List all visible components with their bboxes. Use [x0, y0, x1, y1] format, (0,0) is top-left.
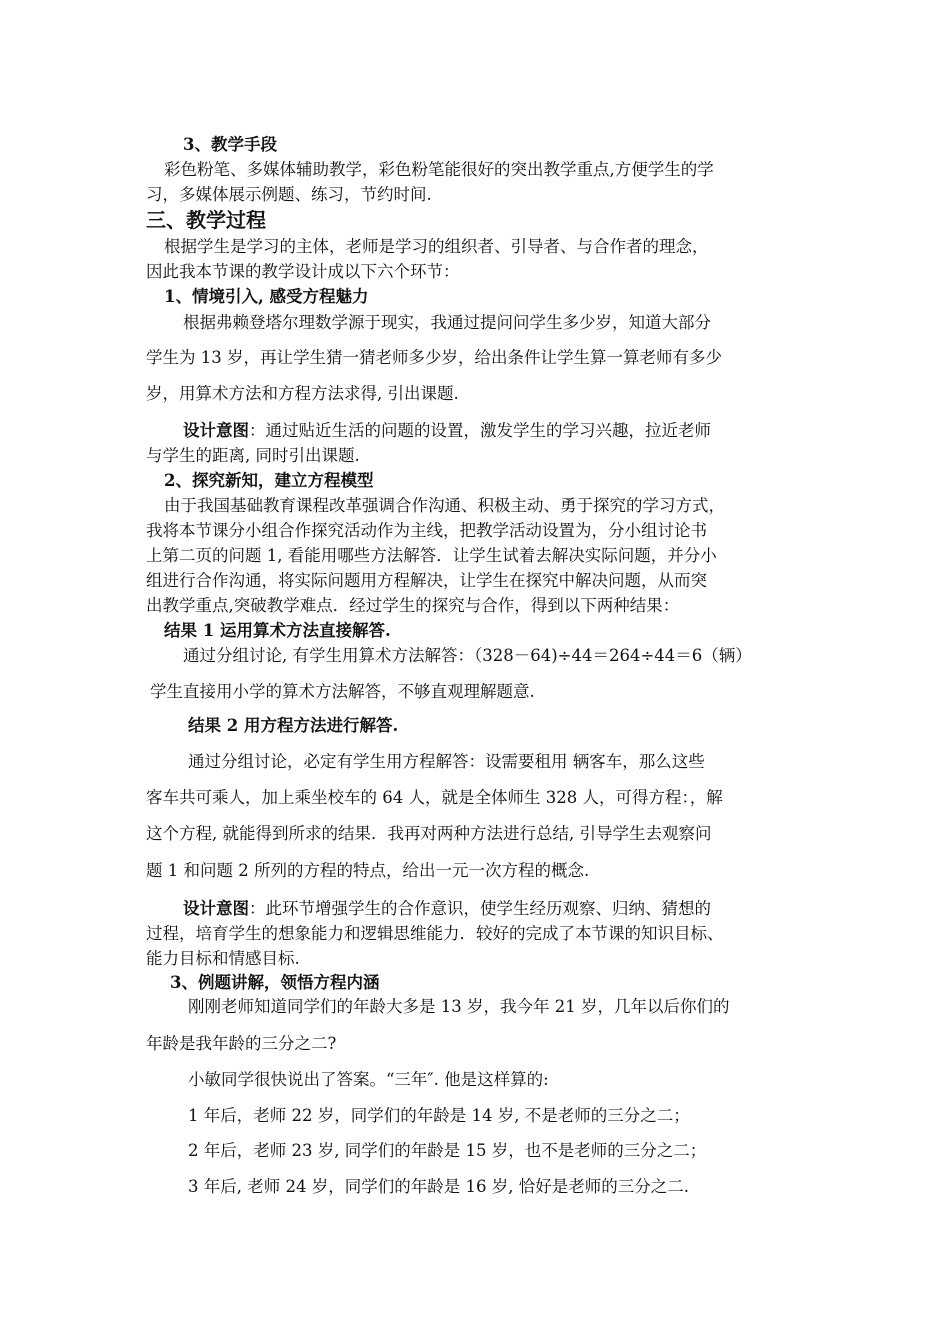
section-heading-teaching-means: 3、教学手段 — [183, 135, 277, 154]
paragraph-line: 由于我国基础教育课程改革强调合作沟通、积极主动、勇于探究的学习方式， — [164, 496, 725, 515]
design-intent-text: ：通过贴近生活的问题的设置，激发学生的学习兴趣，拉近老师 — [249, 421, 711, 440]
paragraph-line: 我将本节课分小组合作探究活动作为主线，把教学活动设置为，分小组讨论书 — [146, 521, 707, 540]
paragraph-line: 2 年后，老师 23 岁, 同学们的年龄是 15 岁，也不是老师的三分之二； — [188, 1141, 707, 1160]
paragraph-line: 根据弗赖登塔尔理数学源于现实，我通过提问问学生多少岁，知道大部分 — [183, 313, 711, 332]
result-2-heading: 结果 2 用方程方法进行解答. — [188, 716, 399, 735]
step-heading-2: 2、探究新知，建立方程模型 — [164, 471, 374, 490]
paragraph-line: 出教学重点,突破教学难点．经过学生的探究与合作，得到以下两种结果： — [146, 596, 680, 615]
paragraph-line: 根据学生是学习的主体，老师是学习的组织者、引导者、与合作者的理念， — [164, 237, 709, 256]
paragraph-line: 岁，用算术方法和方程方法求得, 引出课题. — [146, 384, 459, 403]
design-intent-label: 设计意图 — [183, 421, 249, 440]
design-intent-text: ：此环节增强学生的合作意识，使学生经历观察、归纳、猜想的 — [249, 899, 711, 918]
paragraph-line: 题 1 和问题 2 所列的方程的特点，给出一元一次方程的概念. — [146, 861, 590, 880]
design-intent-line — [183, 420, 711, 442]
paragraph-line: 客车共可乘人，加上乘坐校车的 64 人，就是全体师生 328 人，可得方程：，解 — [146, 788, 723, 807]
paragraph-line: 上第二页的问题 1, 看能用哪些方法解答．让学生试着去解决实际问题，并分小 — [146, 546, 717, 565]
design-intent-line — [183, 898, 711, 920]
paragraph-line: 组进行合作沟通，将实际问题用方程解决，让学生在探究中解决问题，从而突 — [146, 571, 707, 590]
paragraph-line: 彩色粉笔、多媒体辅助教学，彩色粉笔能很好的突出教学重点,方便学生的学 — [164, 160, 714, 179]
paragraph-line: 习，多媒体展示例题、练习，节约时间. — [146, 185, 432, 204]
paragraph-line: 因此我本节课的教学设计成以下六个环节： — [146, 262, 460, 281]
result-1-heading: 结果 1 运用算术方法直接解答. — [164, 621, 391, 640]
paragraph-line: 学生为 13 岁，再让学生猜一猜老师多少岁，给出条件让学生算一算老师有多少 — [146, 348, 722, 367]
paragraph-line: 这个方程, 就能得到所求的结果．我再对两种方法进行总结, 引导学生去观察问 — [146, 824, 712, 843]
paragraph-line: 年龄是我年龄的三分之二? — [146, 1034, 337, 1053]
paragraph-line: 通过分组讨论，必定有学生用方程解答：设需要租用 辆客车，那么这些 — [188, 752, 705, 771]
paragraph-line: 1 年后，老师 22 岁，同学们的年龄是 14 岁, 不是老师的三分之二； — [188, 1106, 690, 1125]
paragraph-line: 通过分组讨论, 有学生用算术方法解答：（328－64)÷44＝264÷44＝6（辆） — [183, 646, 752, 665]
paragraph-line: 学生直接用小学的算术方法解答，不够直观理解题意. — [150, 682, 535, 701]
step-heading-1: 1、情境引入, 感受方程魅力 — [164, 287, 369, 306]
paragraph-line: 过程，培育学生的想象能力和逻辑思维能力．较好的完成了本节课的知识目标、 — [146, 924, 724, 943]
part-heading-teaching-process: 三、教学过程 — [146, 208, 266, 232]
step-heading-3: 3、例题讲解，领悟方程内涵 — [170, 973, 380, 992]
paragraph-line: 与学生的距离, 同时引出课题. — [146, 446, 360, 465]
paragraph-line: 小敏同学很快说出了答案。“三年″. 他是这样算的: — [188, 1070, 549, 1089]
paragraph-line: 能力目标和情感目标. — [146, 949, 300, 968]
paragraph-line: 3 年后, 老师 24 岁，同学们的年龄是 16 岁, 恰好是老师的三分之二. — [188, 1177, 689, 1196]
design-intent-label: 设计意图 — [183, 899, 249, 918]
paragraph-line: 刚刚老师知道同学们的年龄大多是 13 岁，我今年 21 岁，几年以后你们的 — [188, 997, 730, 1016]
